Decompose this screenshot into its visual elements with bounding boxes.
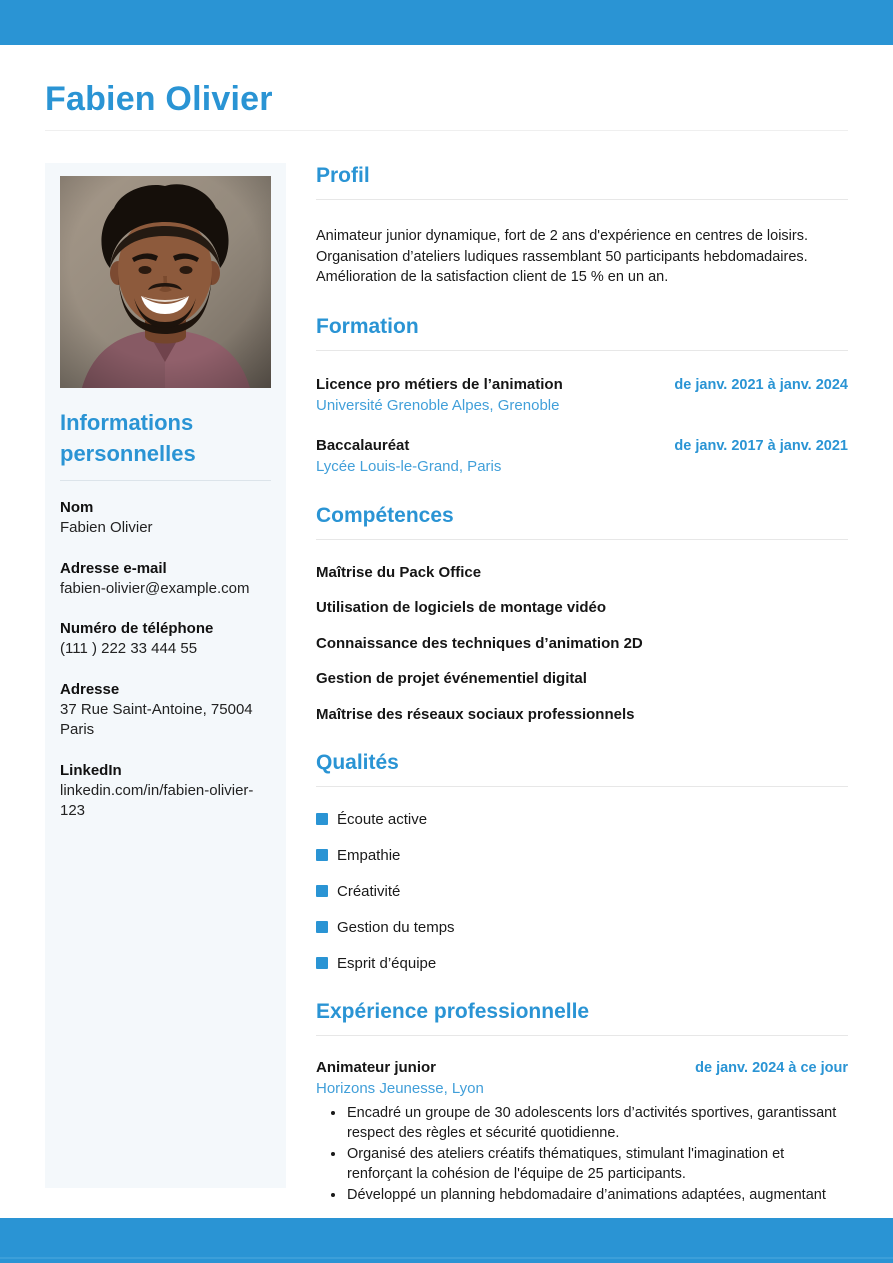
square-bullet-icon — [316, 813, 328, 825]
experience-entry-head — [316, 1058, 848, 1078]
quality-label: Gestion du temps — [337, 918, 455, 936]
personal-info-fields — [60, 497, 271, 822]
info-field-label: Nom — [60, 499, 94, 516]
info-field-value: fabien-olivier@example.com — [60, 579, 250, 597]
square-bullet-icon — [316, 849, 328, 861]
quality-item — [316, 846, 848, 865]
square-bullet-icon — [316, 957, 328, 969]
skills-list — [316, 564, 848, 724]
top-accent-bar — [0, 0, 893, 45]
experience-bullet: • Organisé des ateliers créatifs thématiques, stimulant l'imagination et renforçant la cohésion de l'équipe de 25 participants. — [346, 1144, 848, 1185]
quality-label: Esprit d’équipe — [337, 954, 437, 972]
experience-bullets — [316, 1103, 848, 1206]
experience-bullet: • Développé un planning hebdomadaire d’animations adaptées, augmentant — [346, 1185, 848, 1206]
quality-label: Écoute active — [337, 810, 428, 828]
page-title: Fabien Olivier — [45, 80, 273, 118]
formation-entry — [316, 375, 848, 416]
section-experience — [316, 999, 848, 1206]
quality-label: Empathie — [337, 846, 401, 864]
profil-text: Animateur junior dynamique, fort de 2 ans d'expérience en centres de loisirs. Organisation d’ateliers ludiques rassemblant 50 participants hebdomadaires. Amélioration de la satisfaction client de 15 % en un an. — [316, 228, 809, 285]
formation-dates: de janv. 2017 à janv. 2021 — [674, 437, 848, 454]
formation-entry — [316, 436, 848, 477]
skill-item: Gestion de projet événementiel digital — [316, 670, 587, 687]
square-bullet-icon — [316, 885, 328, 897]
info-field — [60, 558, 271, 600]
info-field-value: linkedin.com/in/fabien-olivier-123 — [60, 781, 254, 819]
section-competences — [316, 503, 848, 724]
cv-main-column — [316, 163, 848, 1203]
quality-label: Créativité — [337, 882, 401, 900]
skill-item: Maîtrise du Pack Office — [316, 563, 482, 581]
sidebar-divider — [60, 480, 271, 481]
formation-entry-head — [316, 436, 848, 456]
portrait-photo-illustration — [60, 176, 271, 388]
experience-bullet: • Encadré un groupe de 30 adolescents lors d’activités sportives, garantissant respect des règles et sécurité quotidienne. — [346, 1103, 848, 1144]
personal-info-sidebar — [45, 163, 286, 1188]
title-divider — [45, 130, 848, 131]
info-field — [60, 497, 271, 539]
section-title-formation: Formation — [316, 314, 848, 351]
quality-item — [316, 882, 848, 901]
quality-item — [316, 918, 848, 937]
info-field-label: Adresse e-mail — [60, 559, 167, 577]
info-field-label: Numéro de téléphone — [60, 620, 214, 637]
experience-company: Horizons Jeunesse, Lyon — [316, 1079, 484, 1097]
experience-entry — [316, 1058, 848, 1206]
bottom-bar-highlight — [0, 1257, 893, 1259]
info-field — [60, 679, 271, 741]
info-field-label: LinkedIn — [60, 761, 122, 779]
quality-item — [316, 810, 848, 829]
formation-degree: Baccalauréat — [316, 436, 410, 454]
formation-entries — [316, 375, 848, 477]
formation-degree: Licence pro métiers de l’animation — [316, 375, 563, 393]
section-formation — [316, 314, 848, 477]
skill-item: Utilisation de logiciels de montage vidéo — [316, 599, 607, 616]
formation-school: Lycée Louis-le-Grand, Paris — [316, 457, 502, 475]
section-qualites — [316, 750, 848, 973]
qualities-list — [316, 810, 848, 973]
section-profil — [316, 163, 848, 288]
formation-entry-head — [316, 375, 848, 395]
section-title-competences: Compétences — [316, 503, 848, 540]
experience-role: Animateur junior — [316, 1058, 437, 1076]
experience-dates: de janv. 2024 à ce jour — [695, 1059, 848, 1076]
square-bullet-icon — [316, 921, 328, 933]
formation-dates: de janv. 2021 à janv. 2024 — [674, 376, 848, 393]
skill-item: Maîtrise des réseaux sociaux professionnels — [316, 705, 635, 723]
skill-item: Connaissance des techniques d’animation 2D — [316, 634, 643, 652]
section-title-experience: Expérience professionnelle — [316, 999, 848, 1036]
profile-photo — [60, 176, 271, 388]
info-field-value: Fabien Olivier — [60, 519, 153, 536]
info-field — [60, 760, 271, 822]
section-title-profil: Profil — [316, 163, 848, 200]
info-field — [60, 618, 271, 660]
info-field-value: 37 Rue Saint-Antoine, 75004 Paris — [60, 700, 253, 738]
quality-item — [316, 954, 848, 973]
bottom-accent-bar — [0, 1218, 893, 1263]
section-title-qualites: Qualités — [316, 750, 848, 787]
formation-school: Université Grenoble Alpes, Grenoble — [316, 396, 560, 414]
info-field-value: (111 ) 222 33 444 55 — [60, 640, 198, 657]
sidebar-section-title: Informations personnelles — [60, 410, 196, 466]
info-field-label: Adresse — [60, 680, 120, 698]
